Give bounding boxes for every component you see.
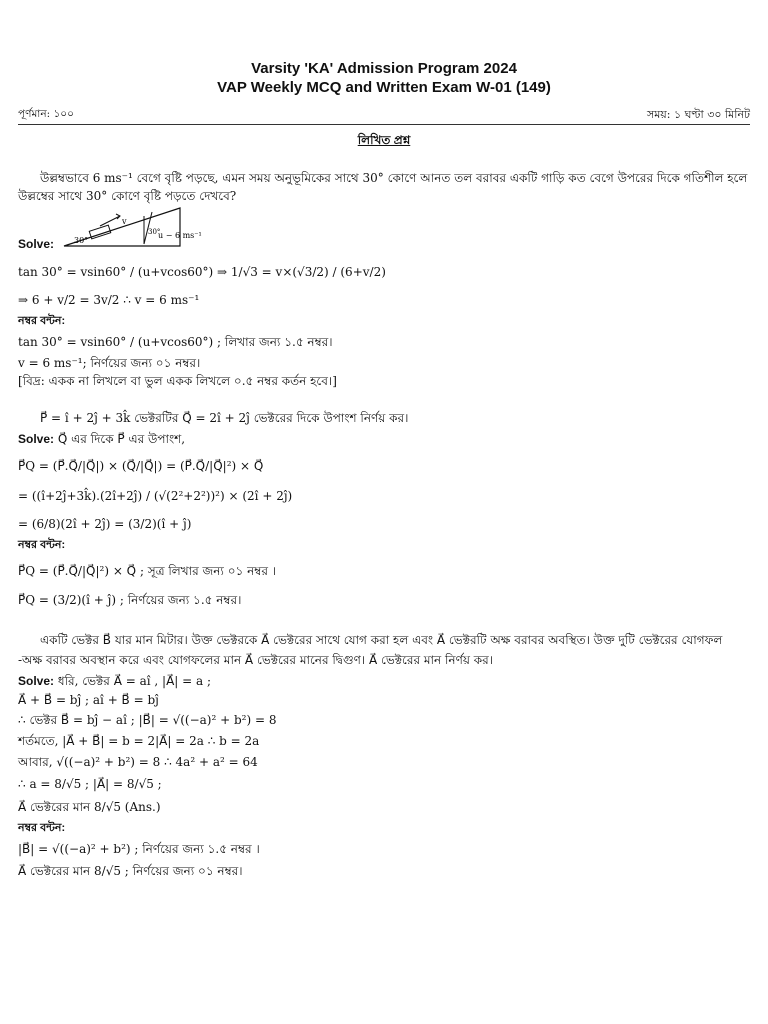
q3-solution-line1: ধরি, ভেক্টর A⃗ = aî , |A⃗| = a ; xyxy=(57,674,212,688)
q3-solution-line5: আবার, √((−a)² + b²) = 8 ∴ 4a² + a² = 64 xyxy=(18,755,258,769)
q3-solution-line2: A⃗ + B⃗ = bĵ ; aî + B⃗ = bĵ xyxy=(18,693,159,707)
q3-marks-line1: |B⃗| = √((−a)² + b²) ; নির্ণয়ের জন্য ১.৫ নম্বর । xyxy=(18,842,260,856)
q1-text-line1: উল্লম্বভাবে 6 ms⁻¹ বেগে বৃষ্টি পড়ছে, এমন সময় অনুভূমিকের সাথে 30° কোণে আনত তল বরাবর একটি গাড়ি কত বেগে উপরের দিকে গতিশীল হলে xyxy=(40,171,748,185)
exam-time: সময়: ১ ঘণ্টা ৩০ মিনিট xyxy=(646,108,750,121)
section-title: লিখিত প্রশ্ন xyxy=(357,133,411,147)
q3-text-line1: একটি ভেক্টর B⃗ যার মান মিটার। উক্ত ভেক্টরকে A⃗ ভেক্টরের সাথে যোগ করা হল এবং A⃗ ভেক্টরটি অক্ষ বরাবর অবস্থিত। উক্ত দুটি ভেক্টরের যোগফল xyxy=(40,633,723,647)
fig-label-u: u − 6 ms⁻¹ xyxy=(158,231,202,240)
q3-marks-title: নম্বর বন্টন: xyxy=(18,822,66,834)
q3-solution-line3: ∴ ভেক্টর B⃗ = bĵ − aî ; |B⃗| = √((−a)² + b²) = 8 xyxy=(18,713,277,727)
q2-marks-title: নম্বর বন্টন: xyxy=(18,539,66,551)
q2-solution-line3: = (6/8)(2î + 2ĵ) = (3/2)(î + ĵ) xyxy=(18,517,192,531)
q1-solve-label: Solve: xyxy=(18,237,55,251)
q2-marks-line2: P⃗Q = (3/2)(î + ĵ) ; নির্ণয়ের জন্য ১.৫ নম্বর। xyxy=(18,593,242,607)
q2-text: P⃗ = î + 2ĵ + 3k̂ ভেক্টরটির Q⃗ = 2î + 2ĵ ভেক্টরের দিকে উপাংশ নির্ণয় কর। xyxy=(40,411,409,425)
q3-marks-line2: A⃗ ভেক্টরের মান 8/√5 ; নির্ণয়ের জন্য ০১ নম্বর। xyxy=(18,864,243,878)
fig-label-angle-top: 30° xyxy=(148,228,161,236)
q3-solution-line4: শর্তমতে, |A⃗ + B⃗| = b = 2|A⃗| = 2a ∴ b = 2a xyxy=(18,734,260,748)
exam-title: VAP Weekly MCQ and Written Exam W-01 (149) xyxy=(217,79,551,96)
program-title: Varsity 'KA' Admission Program 2024 xyxy=(251,60,517,77)
q1-note: [বিদ্র: একক না লিখলে বা ভুল একক লিখলে ০.৫ নম্বর কর্তন হবে।] xyxy=(18,374,337,388)
q3-solution-line7: A⃗ ভেক্টরের মান 8/√5 (Ans.) xyxy=(18,800,161,814)
q3-text-line2: -অক্ষ বরাবর অবস্থান করে এবং যোগফলের মান A⃗ ভেক্টরের মানের দ্বিগুণ। A⃗ ভেক্টরের মান নির্ণয় কর। xyxy=(18,653,494,667)
q2-solve-text: Q⃗ এর দিকে P⃗ এর উপাংশ, xyxy=(57,432,186,446)
q1-solution-line2: ⇒ 6 + v/2 = 3v/2 ∴ v = 6 ms⁻¹ xyxy=(18,293,200,307)
q2-marks-line1: P⃗Q = (P⃗.Q⃗/|Q⃗|²) × Q⃗ ; সূত্র লিখার জন্য ০১ নম্বর । xyxy=(18,564,277,578)
q3-solution-line6: ∴ a = 8/√5 ; |A⃗| = 8/√5 ; xyxy=(18,777,162,791)
q1-text-line2: উল্লম্বের সাথে 30° কোণে বৃষ্টি পড়তে দেখবে? xyxy=(18,189,237,203)
q3-solve-label: Solve: xyxy=(18,674,55,688)
q1-marks-line1: tan 30° = vsin60° / (u+vcos60°) ; লিখার জন্য ১.৫ নম্বর। xyxy=(18,335,333,349)
q1-marks-title: নম্বর বন্টন: xyxy=(18,315,66,327)
fig-label-v: v xyxy=(122,217,127,226)
q1-marks-line2: v = 6 ms⁻¹; নির্ণয়ের জন্য ০১ নম্বর। xyxy=(18,356,201,370)
header-divider xyxy=(18,124,750,125)
q2-solve-label: Solve: xyxy=(18,432,55,446)
q2-solution-line1: P⃗Q = (P⃗.Q⃗/|Q⃗|) × (Q⃗/|Q⃗|) = (P⃗.Q⃗/|Q⃗|²) × Q⃗ xyxy=(18,459,264,473)
fig-label-angle-base: 30° xyxy=(74,236,89,245)
full-marks: পূর্ণমান: ১০০ xyxy=(18,108,74,120)
q1-solution-line1: tan 30° = vsin60° / (u+vcos60°) ⇒ 1/√3 = v×(√3/2) / (6+v/2) xyxy=(18,265,386,279)
q2-solution-line2: = ((î+2ĵ+3k̂).(2î+2ĵ) / (√(2²+2²))²) × (2î + 2ĵ) xyxy=(18,489,293,503)
